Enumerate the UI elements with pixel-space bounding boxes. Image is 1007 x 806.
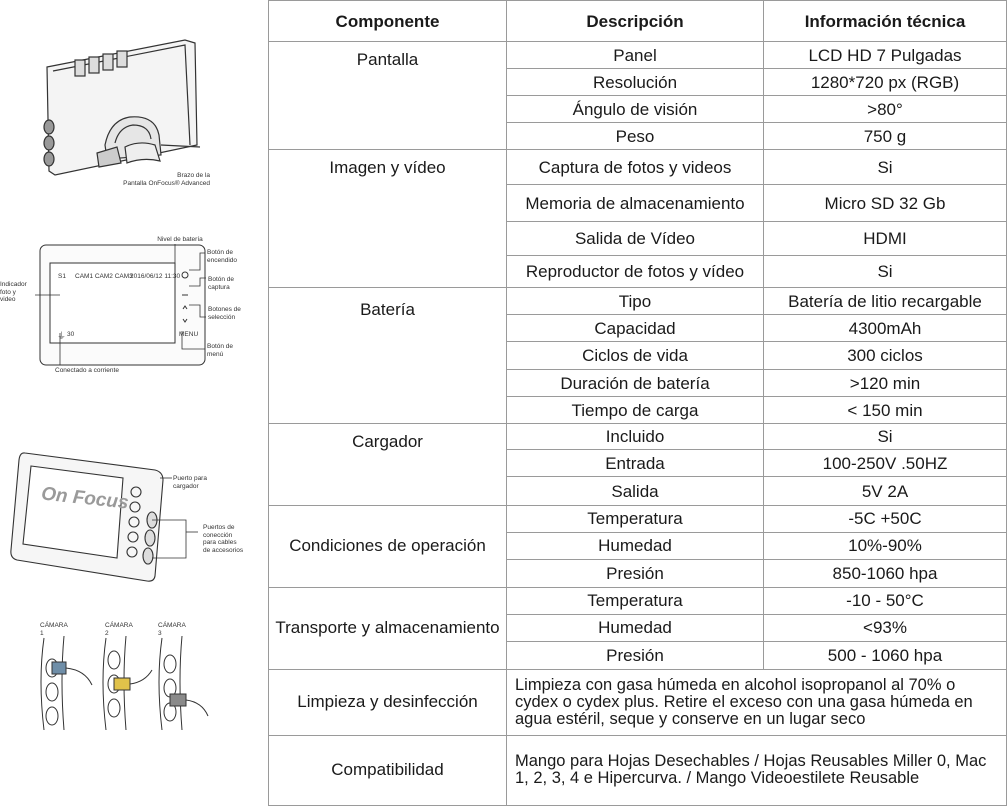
info-cell: Si: [764, 424, 1007, 450]
info-cell: Si: [764, 150, 1007, 185]
info-cell: >80°: [764, 96, 1007, 123]
arm-mount-caption: Brazo de la Pantalla OnFocus® Advanced: [123, 172, 210, 187]
desc-cell: Salida: [507, 477, 764, 505]
desc-cell: Temperatura: [507, 587, 764, 614]
info-cell: 4300mAh: [764, 315, 1007, 342]
info-cell: 500 - 1060 hpa: [764, 641, 1007, 669]
table-row: [269, 288, 1007, 315]
screen-menu-glyph: MENU: [179, 331, 199, 338]
component-cargador: Cargador: [269, 424, 507, 505]
desc-cell: Duración de batería: [507, 370, 764, 397]
screen-power-glyph: 30: [67, 331, 75, 338]
compatibility-text: Mango para Hojas Desechables / Hojas Reusables Miller 0, Mac 1, 2, 3, 4 e Hipercurva. / Mango Videoestilete Reusable: [507, 735, 1007, 805]
info-cell: Batería de litio recargable: [764, 288, 1007, 315]
camera-3-label: CÁMARA 3: [158, 622, 186, 637]
table-row: [269, 587, 1007, 614]
component-compatibilidad: Compatibilidad: [269, 735, 507, 805]
desc-cell: Ángulo de visión: [507, 96, 764, 123]
header-description: Descripción: [507, 1, 764, 42]
info-cell: Si: [764, 256, 1007, 288]
info-cell: 300 ciclos: [764, 342, 1007, 370]
selection-buttons-label: Botones de selección: [208, 306, 241, 321]
illustrations-column: [0, 0, 265, 806]
info-cell: -5C +50C: [764, 505, 1007, 532]
desc-cell: Peso: [507, 123, 764, 150]
onfocus-logo: On Focus: [40, 483, 130, 514]
desc-cell: Captura de fotos y videos: [507, 150, 764, 185]
menu-button-label: Botón de menú: [207, 343, 234, 358]
accessory-ports-label: Puertos de conección para cables de accesorios: [203, 524, 244, 554]
info-cell: -10 - 50°C: [764, 587, 1007, 614]
component-condiciones-operacion: Condiciones de operación: [269, 505, 507, 587]
power-button-label: Botón de encendido: [207, 249, 237, 264]
component-bateria: Batería: [269, 288, 507, 424]
desc-cell: Entrada: [507, 450, 764, 477]
table-row: [269, 505, 1007, 532]
screen-status-text: CAM1 CAM2 CAM3: [75, 273, 133, 280]
connected-label: Conectado a corriente: [55, 367, 119, 374]
info-cell: 1280*720 px (RGB): [764, 69, 1007, 96]
specifications-table: [268, 0, 1007, 806]
desc-cell: Incluido: [507, 424, 764, 450]
component-limpieza: Limpieza y desinfección: [269, 669, 507, 735]
screen-mode-glyph: S1: [58, 273, 66, 280]
info-cell: 10%-90%: [764, 532, 1007, 559]
info-cell: HDMI: [764, 222, 1007, 256]
screen-datetime-text: 2016/06/12 11:30: [130, 273, 181, 280]
component-pantalla: Pantalla: [269, 42, 507, 150]
arm-mount-illustration: [35, 35, 210, 170]
info-cell: 750 g: [764, 123, 1007, 150]
desc-cell: Capacidad: [507, 315, 764, 342]
table-header-row: [269, 1, 1007, 42]
charger-port-label: Puerto para cargador: [173, 475, 207, 490]
desc-cell: Presión: [507, 641, 764, 669]
info-cell: LCD HD 7 Pulgadas: [764, 42, 1007, 69]
desc-cell: Memoria de almacenamiento: [507, 185, 764, 222]
desc-cell: Humedad: [507, 532, 764, 559]
plug-icon: ⏚: [57, 331, 67, 341]
desc-cell: Panel: [507, 42, 764, 69]
desc-cell: Presión: [507, 559, 764, 587]
capture-button-label: Botón de captura: [208, 276, 235, 291]
desc-cell: Humedad: [507, 614, 764, 641]
table-row: [269, 424, 1007, 450]
header-technical: Información técnica: [764, 1, 1007, 42]
device-callouts: [0, 470, 265, 570]
camera-1-label: CÁMARA 1: [40, 622, 68, 637]
info-cell: 5V 2A: [764, 477, 1007, 505]
info-cell: Micro SD 32 Gb: [764, 185, 1007, 222]
component-imagen-video: Imagen y vídeo: [269, 150, 507, 288]
info-cell: >120 min: [764, 370, 1007, 397]
info-cell: 850-1060 hpa: [764, 559, 1007, 587]
table-row: [269, 735, 1007, 805]
desc-cell: Tiempo de carga: [507, 397, 764, 424]
battery-level-label: Nivel de batería: [157, 236, 203, 243]
table-row: [269, 42, 1007, 69]
component-transporte-almacenamiento: Transporte y almacenamiento: [269, 587, 507, 669]
info-cell: 100-250V .50HZ: [764, 450, 1007, 477]
desc-cell: Reproductor de fotos y vídeo: [507, 256, 764, 288]
table-row: [269, 669, 1007, 735]
desc-cell: Tipo: [507, 288, 764, 315]
info-cell: < 150 min: [764, 397, 1007, 424]
desc-cell: Ciclos de vida: [507, 342, 764, 370]
header-component: Componente: [269, 1, 507, 42]
desc-cell: Salida de Vídeo: [507, 222, 764, 256]
cleaning-text: Limpieza con gasa húmeda en alcohol isopropanol al 70% o cydex o cydex plus. Retire el exceso con una gasa húmeda en agua estéril, seque y conserve en un lugar seco: [507, 669, 1007, 735]
desc-cell: Temperatura: [507, 505, 764, 532]
photo-indicator-label: Indicador foto y video: [0, 281, 27, 303]
desc-cell: Resolución: [507, 69, 764, 96]
info-cell: <93%: [764, 614, 1007, 641]
table-row: [269, 150, 1007, 185]
camera-2-label: CÁMARA 2: [105, 622, 133, 637]
